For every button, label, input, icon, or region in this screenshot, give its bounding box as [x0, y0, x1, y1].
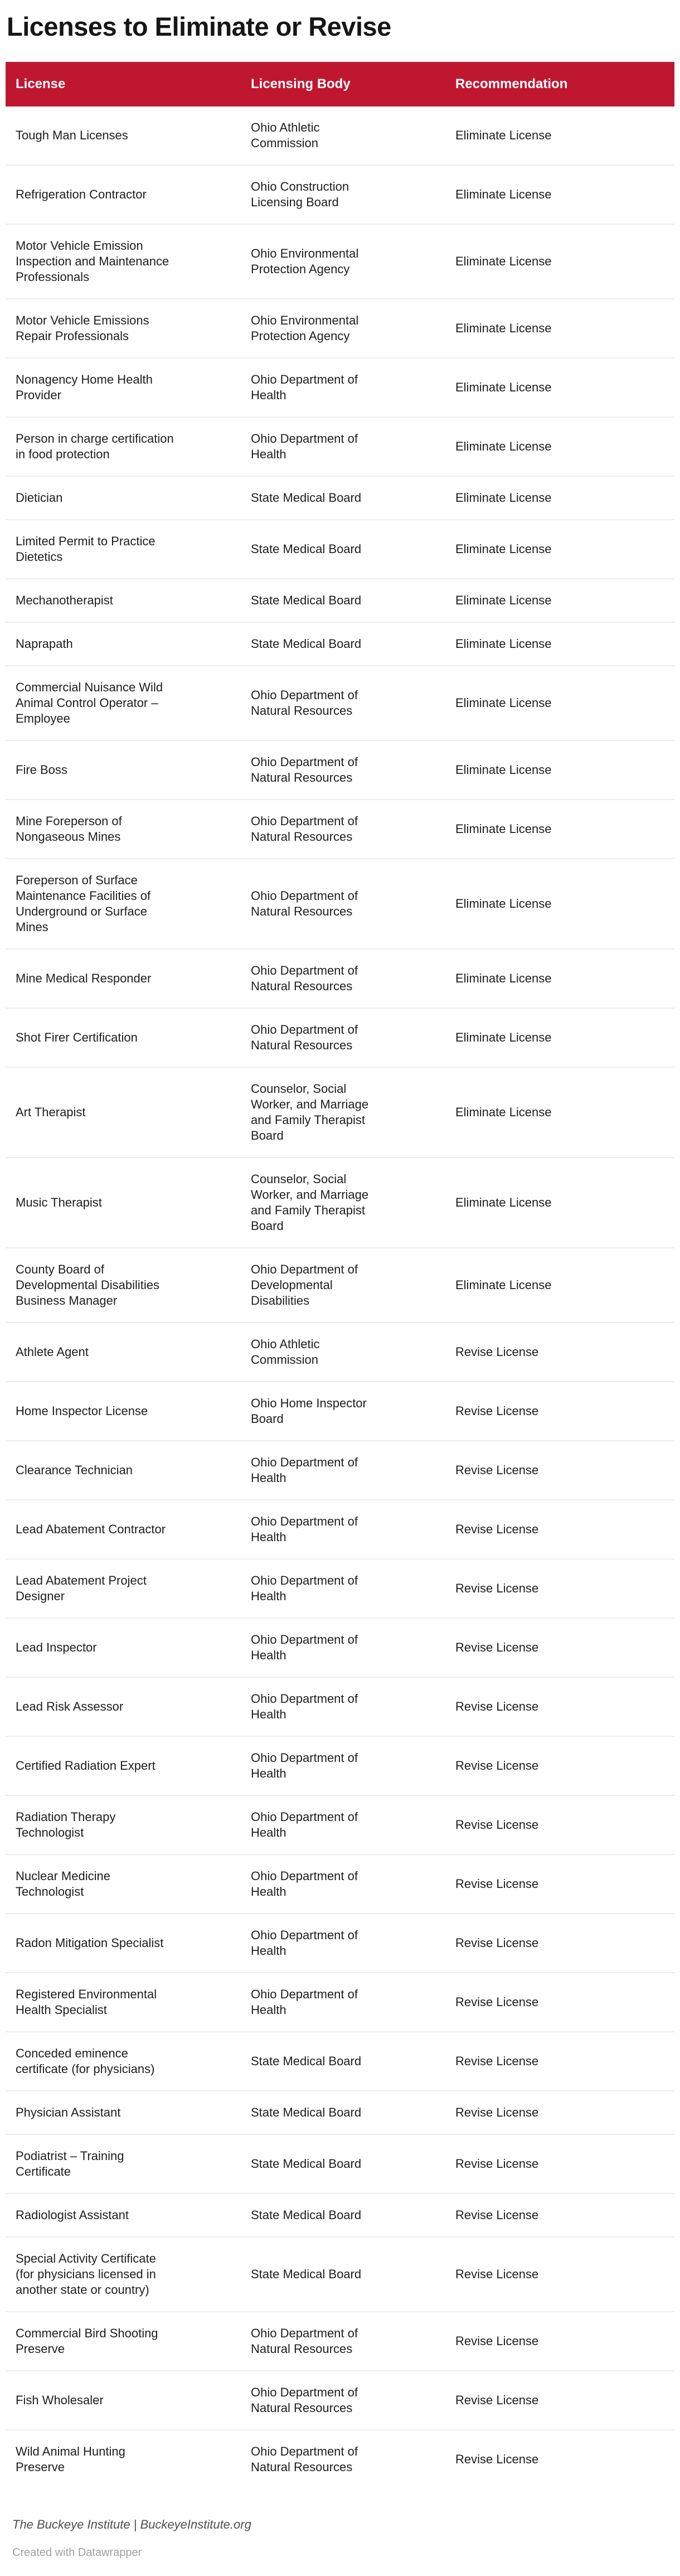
recommendation-cell — [445, 2032, 674, 2091]
licensing-body-cell — [241, 666, 445, 740]
licensing-body-cell — [241, 2312, 445, 2371]
licensing-body-cell — [241, 224, 445, 299]
license-cell — [6, 579, 241, 622]
licensing-body-cell — [241, 2134, 445, 2194]
recommendation-cell-text: Revise License — [455, 1935, 539, 1950]
license-cell — [6, 520, 241, 579]
licensing-body-cell-text: Ohio Department of Natural Resources — [251, 888, 358, 918]
license-cell-text: Conceded eminence certificate (for physicians) — [16, 2046, 155, 2076]
licensing-body-cell — [241, 1008, 445, 1067]
table-row — [6, 2134, 674, 2194]
recommendation-cell — [445, 358, 674, 417]
license-cell — [6, 1500, 241, 1559]
license-cell — [6, 859, 241, 949]
column-header-licensing-body: Licensing Body — [241, 62, 445, 106]
license-cell-text: Nonagency Home Health Provider — [16, 372, 153, 402]
license-cell — [6, 2032, 241, 2091]
licensing-body-cell-text: Ohio Home Inspector Board — [251, 1396, 367, 1426]
licensing-body-cell — [241, 579, 445, 622]
license-cell — [6, 1736, 241, 1795]
recommendation-cell — [445, 2091, 674, 2134]
licensing-body-cell — [241, 1441, 445, 1500]
recommendation-cell — [445, 949, 674, 1008]
licensing-body-cell — [241, 800, 445, 859]
recommendation-cell — [445, 1854, 674, 1914]
license-cell-text: Mine Foreperson of Nongaseous Mines — [16, 814, 122, 844]
license-cell-text: Lead Abatement Contractor — [16, 1522, 166, 1536]
recommendation-cell — [445, 2194, 674, 2237]
recommendation-cell — [445, 1248, 674, 1323]
recommendation-cell — [445, 1500, 674, 1559]
recommendation-cell-text: Revise License — [455, 1876, 539, 1891]
licensing-body-cell-text: Ohio Department of Health — [251, 1987, 358, 2017]
table-row — [6, 1618, 674, 1677]
recommendation-cell-text: Revise License — [455, 1758, 539, 1773]
table-row — [6, 417, 674, 476]
licensing-body-cell-text: State Medical Board — [251, 490, 362, 505]
license-cell-text: Radiologist Assistant — [16, 2207, 129, 2222]
licensing-body-cell-text: Ohio Department of Health — [251, 1632, 358, 1662]
table-row — [6, 1067, 674, 1158]
license-cell — [6, 106, 241, 165]
table-row — [6, 622, 674, 666]
licensing-body-cell-text: Ohio Department of Natural Resources — [251, 2444, 358, 2474]
recommendation-cell-text: Revise License — [455, 1817, 539, 1832]
recommendation-cell-text: Revise License — [455, 2105, 539, 2119]
licenses-table — [6, 62, 674, 2488]
table-row — [6, 1323, 674, 1382]
license-cell — [6, 666, 241, 740]
recommendation-cell-text: Eliminate License — [455, 1105, 552, 1119]
recommendation-cell-text: Revise License — [455, 1581, 539, 1595]
recommendation-cell-text: Eliminate License — [455, 896, 552, 911]
licensing-body-cell — [241, 1158, 445, 1248]
recommendation-cell — [445, 1067, 674, 1158]
license-cell-text: Radon Mitigation Specialist — [16, 1935, 164, 1950]
recommendation-cell — [445, 299, 674, 358]
licensing-body-cell-text: Ohio Department of Health — [251, 1573, 358, 1603]
licensing-body-cell — [241, 476, 445, 520]
licensing-body-cell-text: Ohio Department of Natural Resources — [251, 963, 358, 993]
table-row — [6, 859, 674, 949]
recommendation-cell — [445, 520, 674, 579]
licensing-body-cell — [241, 358, 445, 417]
recommendation-cell-text: Eliminate License — [455, 321, 552, 335]
license-cell-text: Athlete Agent — [16, 1344, 89, 1359]
recommendation-cell-text: Revise License — [455, 1344, 539, 1359]
table-row — [6, 2312, 674, 2371]
recommendation-cell-text: Revise License — [455, 1699, 539, 1713]
recommendation-cell-text: Eliminate License — [455, 636, 552, 651]
licensing-body-cell — [241, 1854, 445, 1914]
licensing-body-cell-text: Ohio Department of Natural Resources — [251, 814, 358, 844]
licensing-body-cell-text: State Medical Board — [251, 2105, 362, 2119]
licensing-body-cell-text: Ohio Athletic Commission — [251, 120, 320, 150]
licensing-body-cell-text: Ohio Construction Licensing Board — [251, 179, 349, 209]
license-cell-text: Person in charge certification in food protection — [16, 431, 174, 461]
license-cell — [6, 1854, 241, 1914]
recommendation-cell — [445, 1382, 674, 1441]
licensing-body-cell-text: Ohio Department of Natural Resources — [251, 2385, 358, 2415]
table-row — [6, 2237, 674, 2312]
licensing-body-cell-text: State Medical Board — [251, 2267, 362, 2281]
column-header-recommendation: Recommendation — [445, 62, 674, 106]
table-row — [6, 1382, 674, 1441]
licensing-body-cell — [241, 859, 445, 949]
licensing-body-cell — [241, 949, 445, 1008]
license-cell — [6, 2134, 241, 2194]
recommendation-cell — [445, 2430, 674, 2488]
license-cell — [6, 2091, 241, 2134]
licensing-body-cell — [241, 2371, 445, 2430]
recommendation-cell — [445, 1795, 674, 1854]
license-cell-text: Special Activity Certificate (for physicians licensed in another state or country) — [16, 2251, 156, 2297]
license-cell-text: Lead Inspector — [16, 1640, 97, 1654]
recommendation-cell-text: Revise License — [455, 1640, 539, 1654]
license-cell — [6, 299, 241, 358]
license-cell-text: Lead Risk Assessor — [16, 1699, 124, 1713]
recommendation-cell — [445, 417, 674, 476]
license-cell-text: Motor Vehicle Emission Inspection and Maintenance Professionals — [16, 238, 169, 284]
licensing-body-cell — [241, 1795, 445, 1854]
license-cell-text: Naprapath — [16, 636, 73, 651]
recommendation-cell — [445, 740, 674, 800]
recommendation-cell-text: Revise License — [455, 2393, 539, 2407]
licensing-body-cell-text: Ohio Department of Natural Resources — [251, 2326, 358, 2356]
recommendation-cell — [445, 476, 674, 520]
table-row — [6, 666, 674, 740]
recommendation-cell — [445, 106, 674, 165]
source-attribution: The Buckeye Institute | BuckeyeInstitute.org — [12, 2517, 251, 2531]
recommendation-cell — [445, 165, 674, 224]
recommendation-cell-text: Revise License — [455, 2452, 539, 2466]
license-cell — [6, 1559, 241, 1618]
recommendation-cell-text: Revise License — [455, 2267, 539, 2281]
recommendation-cell — [445, 622, 674, 666]
license-cell — [6, 224, 241, 299]
license-cell-text: Shot Firer Certification — [16, 1030, 138, 1044]
license-cell — [6, 1323, 241, 1382]
licensing-body-cell-text: Ohio Department of Health — [251, 1809, 358, 1839]
recommendation-cell-text: Eliminate License — [455, 821, 552, 836]
table-row — [6, 1441, 674, 1500]
license-cell-text: Nuclear Medicine Technologist — [16, 1868, 110, 1899]
recommendation-cell — [445, 800, 674, 859]
table-row — [6, 224, 674, 299]
licensing-body-cell — [241, 2091, 445, 2134]
license-cell-text: Foreperson of Surface Maintenance Facilities of Underground or Surface Mines — [16, 873, 151, 934]
recommendation-cell — [445, 1914, 674, 1973]
table-row — [6, 1854, 674, 1914]
license-cell-text: Lead Abatement Project Designer — [16, 1573, 147, 1603]
licensing-body-cell — [241, 1382, 445, 1441]
licensing-body-cell-text: Ohio Department of Natural Resources — [251, 1022, 358, 1052]
recommendation-cell-text: Revise License — [455, 2333, 539, 2348]
licensing-body-cell-text: Ohio Athletic Commission — [251, 1337, 320, 1367]
licensing-body-cell-text: State Medical Board — [251, 541, 362, 556]
license-cell — [6, 1382, 241, 1441]
licensing-body-cell — [241, 2194, 445, 2237]
license-cell — [6, 1677, 241, 1736]
license-cell — [6, 2194, 241, 2237]
table-row — [6, 1795, 674, 1854]
license-cell-text: Commercial Nuisance Wild Animal Control Operator – Employee — [16, 680, 163, 725]
recommendation-cell — [445, 2371, 674, 2430]
table-footer — [12, 2517, 674, 2559]
table-row — [6, 1500, 674, 1559]
recommendation-cell-text: Eliminate License — [455, 762, 552, 777]
license-cell — [6, 1795, 241, 1854]
license-cell-text: Commercial Bird Shooting Preserve — [16, 2326, 158, 2356]
license-cell-text: Radiation Therapy Technologist — [16, 1809, 116, 1839]
license-cell — [6, 1158, 241, 1248]
licensing-body-cell-text: Ohio Department of Health — [251, 1928, 358, 1958]
license-cell-text: Wild Animal Hunting Preserve — [16, 2444, 125, 2474]
table-row — [6, 579, 674, 622]
licensing-body-cell — [241, 1677, 445, 1736]
recommendation-cell-text: Eliminate License — [455, 971, 552, 985]
license-cell — [6, 800, 241, 859]
recommendation-cell — [445, 224, 674, 299]
recommendation-cell-text: Eliminate License — [455, 254, 552, 268]
table-row — [6, 1914, 674, 1973]
license-cell — [6, 1914, 241, 1973]
recommendation-cell-text: Eliminate License — [455, 128, 552, 142]
license-cell-text: County Board of Developmental Disabilities Business Manager — [16, 1262, 160, 1308]
licensing-body-cell — [241, 740, 445, 800]
table-row — [6, 1559, 674, 1618]
recommendation-cell-text: Revise License — [455, 2207, 539, 2222]
licensing-body-cell-text: Counselor, Social Worker, and Marriage and Family Therapist Board — [251, 1081, 369, 1142]
recommendation-cell-text: Eliminate License — [455, 187, 552, 201]
recommendation-cell — [445, 1559, 674, 1618]
licensing-body-cell — [241, 622, 445, 666]
licensing-body-cell — [241, 165, 445, 224]
recommendation-cell-text: Eliminate License — [455, 1195, 552, 1209]
table-row — [6, 1248, 674, 1323]
licensing-body-cell-text: Ohio Department of Natural Resources — [251, 687, 358, 718]
recommendation-cell-text: Eliminate License — [455, 490, 552, 505]
license-cell-text: Dietician — [16, 490, 63, 505]
recommendation-cell-text: Eliminate License — [455, 695, 552, 710]
license-cell-text: Motor Vehicle Emissions Repair Professionals — [16, 313, 149, 343]
table-row — [6, 520, 674, 579]
table-row — [6, 949, 674, 1008]
licensing-body-cell — [241, 1559, 445, 1618]
table-row — [6, 299, 674, 358]
licensing-body-cell-text: State Medical Board — [251, 593, 362, 607]
recommendation-cell-text: Eliminate License — [455, 1277, 552, 1292]
licensing-body-cell — [241, 1973, 445, 2032]
recommendation-cell — [445, 859, 674, 949]
licensing-body-cell — [241, 1248, 445, 1323]
license-cell — [6, 622, 241, 666]
license-cell — [6, 1441, 241, 1500]
license-cell — [6, 2312, 241, 2371]
licensing-body-cell-text: State Medical Board — [251, 636, 362, 651]
table-row — [6, 2032, 674, 2091]
license-cell — [6, 2237, 241, 2312]
table-row — [6, 2430, 674, 2488]
table-header-row — [6, 62, 674, 106]
licensing-body-cell-text: Ohio Environmental Protection Agency — [251, 246, 359, 276]
recommendation-cell — [445, 666, 674, 740]
license-cell — [6, 476, 241, 520]
licensing-body-cell-text: Ohio Department of Health — [251, 1750, 358, 1780]
license-cell — [6, 358, 241, 417]
licensing-body-cell-text: State Medical Board — [251, 2054, 362, 2068]
datawrapper-credit: Created with Datawrapper — [12, 2546, 142, 2559]
recommendation-cell — [445, 2312, 674, 2371]
table-row — [6, 800, 674, 859]
license-cell — [6, 949, 241, 1008]
licensing-body-cell-text: Ohio Department of Health — [251, 1868, 358, 1899]
license-cell-text: Certified Radiation Expert — [16, 1758, 156, 1773]
column-header-license: License — [6, 62, 241, 106]
recommendation-cell-text: Revise License — [455, 1994, 539, 2009]
table-row — [6, 165, 674, 224]
licensing-body-cell-text: Ohio Department of Health — [251, 1691, 358, 1721]
licensing-body-cell-text: Ohio Department of Health — [251, 1455, 358, 1485]
license-cell — [6, 165, 241, 224]
license-cell — [6, 1248, 241, 1323]
licensing-body-cell — [241, 2430, 445, 2488]
table-row — [6, 2091, 674, 2134]
licensing-body-cell-text: Ohio Department of Health — [251, 1514, 358, 1544]
licensing-body-cell-text: Ohio Department of Natural Resources — [251, 754, 358, 785]
recommendation-cell — [445, 2237, 674, 2312]
license-cell-text: Registered Environmental Health Specialist — [16, 1987, 157, 2017]
table-row — [6, 1973, 674, 2032]
license-cell-text: Mechanotherapist — [16, 593, 113, 607]
recommendation-cell — [445, 579, 674, 622]
license-cell-text: Clearance Technician — [16, 1463, 133, 1477]
licensing-body-cell-text: Ohio Environmental Protection Agency — [251, 313, 359, 343]
table-row — [6, 1158, 674, 1248]
table-row — [6, 106, 674, 165]
licensing-body-cell — [241, 1500, 445, 1559]
license-cell — [6, 417, 241, 476]
licensing-body-cell-text: Ohio Department of Health — [251, 372, 358, 402]
license-cell-text: Podiatrist – Training Certificate — [16, 2148, 124, 2178]
recommendation-cell — [445, 1618, 674, 1677]
licensing-body-cell — [241, 1323, 445, 1382]
licensing-body-cell-text: State Medical Board — [251, 2156, 362, 2171]
recommendation-cell-text: Revise License — [455, 1522, 539, 1536]
license-cell — [6, 1618, 241, 1677]
license-cell — [6, 740, 241, 800]
recommendation-cell-text: Eliminate License — [455, 380, 552, 394]
table-row — [6, 476, 674, 520]
recommendation-cell-text: Eliminate License — [455, 593, 552, 607]
licensing-body-cell — [241, 2237, 445, 2312]
table-row — [6, 1736, 674, 1795]
licensing-body-cell-text: Ohio Department of Health — [251, 431, 358, 461]
recommendation-cell-text: Eliminate License — [455, 1030, 552, 1044]
recommendation-cell — [445, 1677, 674, 1736]
license-cell-text: Refrigeration Contractor — [16, 187, 147, 201]
recommendation-cell — [445, 1008, 674, 1067]
licensing-body-cell-text: Ohio Department of Developmental Disabilities — [251, 1262, 358, 1308]
license-cell-text: Home Inspector License — [16, 1403, 148, 1418]
license-cell-text: Physician Assistant — [16, 2105, 121, 2119]
license-cell-text: Fire Boss — [16, 762, 67, 777]
license-cell — [6, 2430, 241, 2488]
license-cell-text: Fish Wholesaler — [16, 2393, 104, 2407]
recommendation-cell — [445, 2134, 674, 2194]
licensing-body-cell-text: State Medical Board — [251, 2207, 362, 2222]
recommendation-cell-text: Eliminate License — [455, 541, 552, 556]
recommendation-cell — [445, 1323, 674, 1382]
licensing-body-cell — [241, 1618, 445, 1677]
license-cell — [6, 1067, 241, 1158]
license-cell-text: Mine Medical Responder — [16, 971, 152, 985]
recommendation-cell — [445, 1736, 674, 1795]
license-cell — [6, 1973, 241, 2032]
recommendation-cell-text: Revise License — [455, 1403, 539, 1418]
table-row — [6, 2194, 674, 2237]
licensing-body-cell — [241, 1736, 445, 1795]
recommendation-cell — [445, 1973, 674, 2032]
table-row — [6, 1008, 674, 1067]
license-cell-text: Tough Man Licenses — [16, 128, 128, 142]
licensing-body-cell — [241, 1914, 445, 1973]
recommendation-cell-text: Eliminate License — [455, 439, 552, 453]
license-cell-text: Limited Permit to Practice Dietetics — [16, 534, 156, 564]
license-cell-text: Art Therapist — [16, 1105, 86, 1119]
licensing-body-cell — [241, 2032, 445, 2091]
table-row — [6, 358, 674, 417]
recommendation-cell-text: Revise License — [455, 2156, 539, 2171]
page-title: Licenses to Eliminate or Revise — [7, 12, 391, 41]
licensing-body-cell — [241, 520, 445, 579]
license-cell — [6, 2371, 241, 2430]
licensing-body-cell — [241, 1067, 445, 1158]
recommendation-cell-text: Revise License — [455, 2054, 539, 2068]
recommendation-cell — [445, 1441, 674, 1500]
table-row — [6, 740, 674, 800]
license-cell-text: Music Therapist — [16, 1195, 102, 1209]
licensing-body-cell — [241, 417, 445, 476]
recommendation-cell — [445, 1158, 674, 1248]
table-row — [6, 1677, 674, 1736]
licensing-body-cell — [241, 106, 445, 165]
recommendation-cell-text: Revise License — [455, 1463, 539, 1477]
license-cell — [6, 1008, 241, 1067]
table-row — [6, 2371, 674, 2430]
licensing-body-cell — [241, 299, 445, 358]
licensing-body-cell-text: Counselor, Social Worker, and Marriage and Family Therapist Board — [251, 1171, 369, 1233]
